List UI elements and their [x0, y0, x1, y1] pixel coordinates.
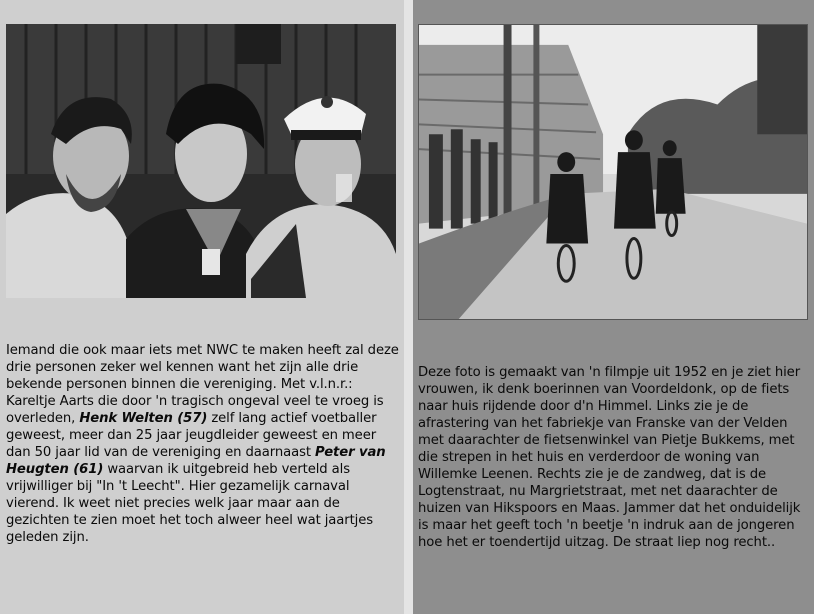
caption-left — [6, 342, 402, 546]
caption-right: Deze foto is gemaakt van 'n filmpje uit 1952 en je ziet hier vrouwen, ik denk boerinnen van Voordeldonk, op de fiets naar huis rijdende door d'n Himmel. Links zie je de afrastering van het fabriekje van Franske van der Velden met daarachter de fietsenwinkel van Pietje Bukkems, met die strepen in het huis en verderdoor de woning van Willemke Leenen. Rechts zie je de zandweg, dat is de Logtenstraat, nu Margrietstraat, met net daarachter de huizen van Hikspoors en Maas. Jammer dat het onduidelijk is maar het geeft toch 'n beetje 'n indruk aan de jongeren hoe het er toendertijd uitzag. De straat liep nog recht.. — [418, 365, 801, 550]
caption-left-part-3: waarvan ik uitgebreid heb verteld als vrijwilliger bij "In 't Leecht". Hier gezamelijk carnaval vierend. Ik weet niet precies welk jaar maar aan de gezichten te zien moet het toch alweer heel wat jaartjes geleden zijn. — [6, 462, 374, 545]
person-name-peter-van-heugten: Peter van Heugten (61) — [6, 445, 386, 477]
photo-three-men — [6, 24, 396, 298]
photo-three-men-image — [6, 24, 396, 298]
photo-women-cycling — [418, 24, 808, 320]
caption-left-part-1: Iemand die ook maar iets met NWC te maken heeft zal deze drie personen zeker wel kennen want het zijn alle drie bekende personen binnen die vereniging. Met v.l.n.r.: Kareltje Aarts die door 'n tragisch ongeval veel te vroeg is overleden, — [6, 343, 399, 426]
left-panel — [0, 0, 404, 614]
caption-left-part-2: zelf lang actief voetballer geweest, meer dan 25 jaar jeugdleider geweest en meer dan 50 jaar lid van de vereniging en daarnaast — [6, 411, 377, 460]
photo-women-cycling-image — [419, 25, 807, 319]
panel-divider — [404, 0, 413, 614]
person-name-henk-welten: Henk Welten (57) — [79, 411, 208, 426]
right-panel — [413, 0, 814, 614]
